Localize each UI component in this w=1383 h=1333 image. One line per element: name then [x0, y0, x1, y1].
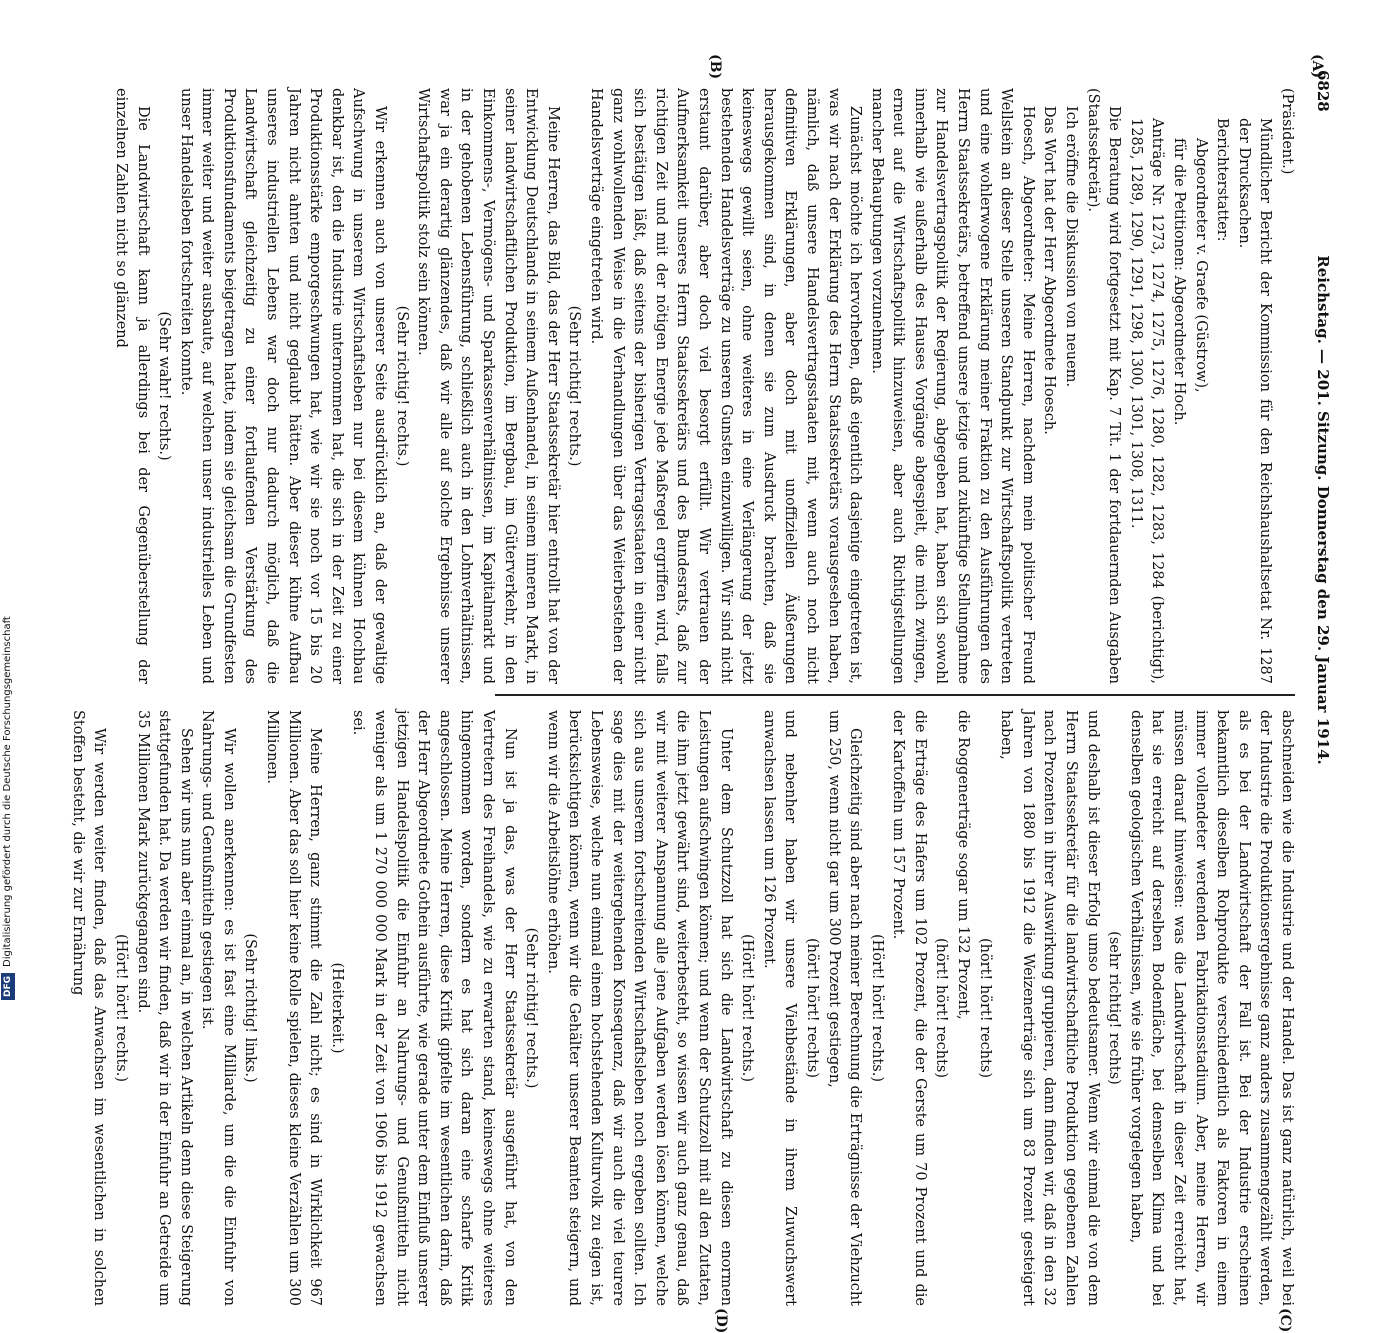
interjection: (Sehr wahr! rechts.) [156, 311, 173, 461]
speech-paragraph: Sehen wir uns nun aber einmal an, in welchen Artikeln denn diese Steigerung stattgefunden hat. Da werden wir finden, daß wir in der Einfuhr an Getreide um 35 Millionen Mark zurückgegangen sind. [134, 710, 194, 1306]
rapporteur-name: Abgeordneter v. Graefe (Güstrow), [1192, 138, 1209, 393]
speech-paragraph: und deshalb ist dieser Erfolg umso bedeutsamer. Wenn wir einmal die von dem Herrn Staatssekretär für die landwirtschaftliche Produktion gegebenen Zahlen nach Prozenten in ihrer Auswirkung gruppieren, dann finden wir, daß in den 32 Jahren von 1880 bis 1912 die Weizenerträge sich um 83 Prozent gesteigert haben, [998, 710, 1101, 1306]
speech-paragraph: Gleichzeitig sind aber nach meiner Berechnung die Erträgnisse der Viehzucht um 250, wenn nicht gar um 300 Prozent gestiegen, [825, 710, 864, 1306]
speech-paragraph: die Erträge des Hafers um 102 Prozent, die der Gerste um 70 Prozent und die der Kartoffeln um 157 Prozent. [890, 710, 928, 1306]
paragraph: Ich eröffne die Diskussion von neuem. [1063, 106, 1080, 388]
speech-paragraph: Die Landwirtschaft kann ja allerdings bei der Gegenüberstellung der einzelnen Zahlen nicht so glänzend [112, 88, 151, 684]
credit-text: Digitalisierung gefördert durch die Deutsche Forschungsgemeinschaft [2, 616, 13, 967]
speech-paragraph: Wir erkennen auch von unserer Seite ausdrücklich an, daß der gewaltige Aufschwung in unserem Wirtschaftsleben nur bei diesem kühnen Hochbau denkbar ist, den die Industrie unternommen hat, die sich in der Zeit zu einer Produktionsstärke emporgeschwungen hat, wie wir sie noch vor 15 bis 20 Jahren nicht ahnten und nicht geglaubt hätten. Aber dieser kühne Aufbau unseres industriellen Lebens war doch nur dadurch möglich, daß die Landwirtschaft gleichzeitig zu einer fortlaufenden Verstärkung des Produktionsfundaments beigetragen hatte, indem sie gleichsam die Grundfesten immer weiter und weiter ausbaute, auf welchen unser industrielles Leben und unser Handelsleben fortschreiten konnte. [177, 88, 389, 684]
interjection: (hört! hört! rechts) [803, 937, 820, 1079]
petitions-rapporteur: für die Petitionen: Abgeordneter Hoch. [1171, 138, 1188, 426]
interjection: (Hört! hört! rechts.) [112, 934, 129, 1082]
interjection: (Hört! hört! rechts.) [868, 934, 885, 1082]
speech-paragraph: Wir wollen anerkennen: es ist fast eine Milliarde, um die die Einfuhr von Nahrungs- und Genußmitteln gestiegen ist. [199, 710, 237, 1306]
interjection: (hört! hört! rechts) [976, 937, 993, 1079]
speaker-label: (Präsident.) [1279, 88, 1295, 175]
speech-paragraph: Nun ist ja das, was der Herr Staatssekretär ausgeführt hat, von den Vertretern des Freihandels, wie zu erwarten stand, keineswegs ohne weiteres hingenommen worden, sondern es hat sich daran eine scharfe Kritik angeschlossen. Meine Herren, diese Kritik gipfelte im wesentlichen darin, daß der Herr Abgeordnete Gothein ausführte, wie gerade unter dem Einfluß unserer jetzigen Handelspolitik die Einfuhr an Nahrungs- und Genußmitteln nicht weniger als um 1 270 000 000 Mark in der Zeit von 1906 bis 1912 gewachsen sei. [350, 710, 518, 1306]
speech-paragraph: abschneiden wie die Industrie und der Handel. Das ist ganz natürlich, weil bei der Industrie die Produktionsergebnisse ganz anders zusammengezählt werden, als es bei der Landwirtschaft der Fall ist. Bei der Industrie erscheinen bekanntlich dieselben Rohprodukte verschiedentlich als Faktoren in einem immer vollendeter werdenden Fabrikationsstadium. Aber, meine Herren, wir müssen darauf hinweisen: was die Landwirtschaft in dieser Zeit erreicht hat, hat sie erreicht auf derselben Bodenfläche, bei demselben Klima und bei denselben geologischen Verhältnissen, wie sie früher vorgelegen haben, [1127, 710, 1295, 1306]
interjection: (Sehr richtig! rechts.) [393, 305, 410, 467]
paragraph: Das Wort hat der Herr Abgeordnete Hoesch. [1041, 106, 1058, 435]
interjection: (hört! hört! rechts) [933, 937, 950, 1079]
interjection: (Sehr richtig! rechts.) [566, 305, 583, 467]
speech-paragraph: die Roggenerträge sogar um 132 Prozent, [955, 710, 972, 1020]
left-column [109, 88, 1297, 684]
speech-paragraph: Zunächst möchte ich hervorheben, daß eigentlich dasjenige eingetreten ist, was wir nach der Erklärung des Herrn Staatssekretärs vorausgesehen haben, nämlich, daß unsere Handelsvertragsstaaten mit, wenn auch noch nicht definitiven Erklärungen, aber doch mit unoffiziellen Äußerungen herausgekommen sind, in denen sie zum Ausdruck brachten, daß sie keineswegs gewillt seien, ohne weiteres in eine Verlängerung der jetzt bestehenden Handelsverträge zu unseren Gunsten einzuwilligen. Wir sind nicht erstaunt darüber, aber doch viel besorgt erfüllt. Wir vertrauen der Aufmerksamkeit unseres Herrn Staatssekretärs und des Bundesrats, daß zur richtigen Zeit und mit der nötigen Energie jede Maßregel ergriffen wird, falls sich bestätigen läßt, daß seitens der bisherigen Vertragsstaaten in einer nicht ganz wohlwollenden Weise in die Verhandlungen über das Weiterbestehen der Handelsverträge eingetreten wird. [588, 88, 864, 684]
speech-paragraph: Wir werden weiter finden, daß das Anwachsen im wesentlichen in solchen Stoffen besteht, die wir zur Ernährung [69, 710, 108, 1306]
speech-paragraph: Hoesch, Abgeordneter: Meine Herren, nachdem mein politischer Freund Wellstein an dieser Stelle unseren Standpunkt zur Wirtschaftspolitik vertreten und eine wohlerwogene Erklärung meiner Fraktion zu den Ausführungen des Herrn Staatssekretärs, betreffend unsere jetzige und zukünftige Stellungnahme zur Handelsvertragspolitik der Regierung, abgegeben hat, haben sich sowohl innerhalb wie außerhalb des Hauses Vorgänge abgespielt, die mich zwingen, erneut auf die Wirtschaftspolitik hinzuweisen, aber auch Richtigstellungen mancher Behauptungen vorzunehmen. [868, 88, 1036, 684]
rapporteur-label: Berichterstatter: [1214, 118, 1231, 242]
margin-mark-a: (A) [1309, 54, 1325, 79]
document-page [69, 54, 1335, 1333]
speech-paragraph: und nebenher haben wir unsere Viehbestände in ihrem Zuwuchswert anwachsen lassen um 126 Prozent. [760, 710, 799, 1306]
margin-mark-d: (D) [713, 1308, 729, 1333]
paragraph: Die Beratung wird fortgesetzt mit Kap. 7 Tit. 1 der fortdauernden Ausgaben (Staatssekretär). [1084, 88, 1123, 684]
column-rule [495, 694, 1295, 696]
interjection: (Sehr richtig! rechts.) [523, 927, 540, 1089]
page-number: 6828 [1314, 70, 1332, 112]
margin-mark-c: (C) [1277, 1308, 1293, 1333]
agenda-item: Mündlicher Bericht der Kommission für den Reichshaushaltsetat Nr. 1287 der Drucksachen. [1235, 118, 1274, 684]
interjection: (sehr richtig! rechts) [1106, 931, 1123, 1085]
speech-paragraph: Meine Herren, ganz stimmt die Zahl nicht; es sind in Wirklichkeit 967 Millionen. Aber das soll hier keine Rolle spielen, dieses kleine Verzählen um 300 Millionen. [264, 710, 324, 1306]
running-title: Reichstag. — 201. Sitzung. Donnerstag den 29. Januar 1914. [1314, 255, 1332, 765]
motions-list: Anträge Nr. 1273, 1274, 1275, 1276, 1280, 1282, 1283, 1284 (berichtigt), 1285, 1289, 1290, 1291, 1298, 1300, 1301, 1308, 1311. [1127, 118, 1166, 684]
right-column [66, 710, 1297, 1306]
margin-mark-b: (B) [707, 54, 723, 80]
interjection: (Sehr richtig! links.) [242, 933, 259, 1083]
speech-paragraph: Meine Herren, das Bild, das der Herr Staatssekretär hier entrollt hat von der Entwicklung Deutschlands in seinem Außenhandel, in seinem inneren Markt, in seiner landwirtschaftlichen Produktion, im Bergbau, im Güterverkehr, in den Einkommens-, Vermögens- und Sparkassenverhältnissen, im Kapitalmarkt und in der gehobenen Lebensführung, schließlich auch in den Lohnverhältnissen, war ja ein derartig glänzendes, daß wir alle auf solche Ergebnisse unserer Wirtschaftspolitik stolz sein können. [415, 88, 561, 684]
dfg-logo: DFG [1, 973, 15, 1000]
interjection: (Heiterkeit.) [328, 962, 345, 1054]
funding-credit [0, 40, 16, 1000]
interjection: (Hört! hört! rechts.) [739, 934, 756, 1082]
page-header [1309, 70, 1333, 950]
speech-paragraph: Unter dem Schutzzoll hat sich die Landwirtschaft zu diesen enormen Leistungen aufschwingen können; und wenn der Schutzzoll mit all den Zutaten, die ihm jetzt gewährt sind, weiterbesteht, so wissen wir auch ganz genau, daß wir mit weiterer Anspannung alle jene Aufgaben werden lösen können, welche sich aus unserem fortschreitenden Wirtschaftsleben noch ergeben sollten. Ich sage dies mit der weitergehenden Konsequenz, daß wir auch die viel teurere Lebensweise, welche nun einmal einem hochstehenden Kulturvolk zu eigen ist, berücksichtigen können, wenn wir die Gehälter unserer Beamten steigern, und wenn wir die Arbeitslöhne erhöhen. [544, 710, 734, 1306]
